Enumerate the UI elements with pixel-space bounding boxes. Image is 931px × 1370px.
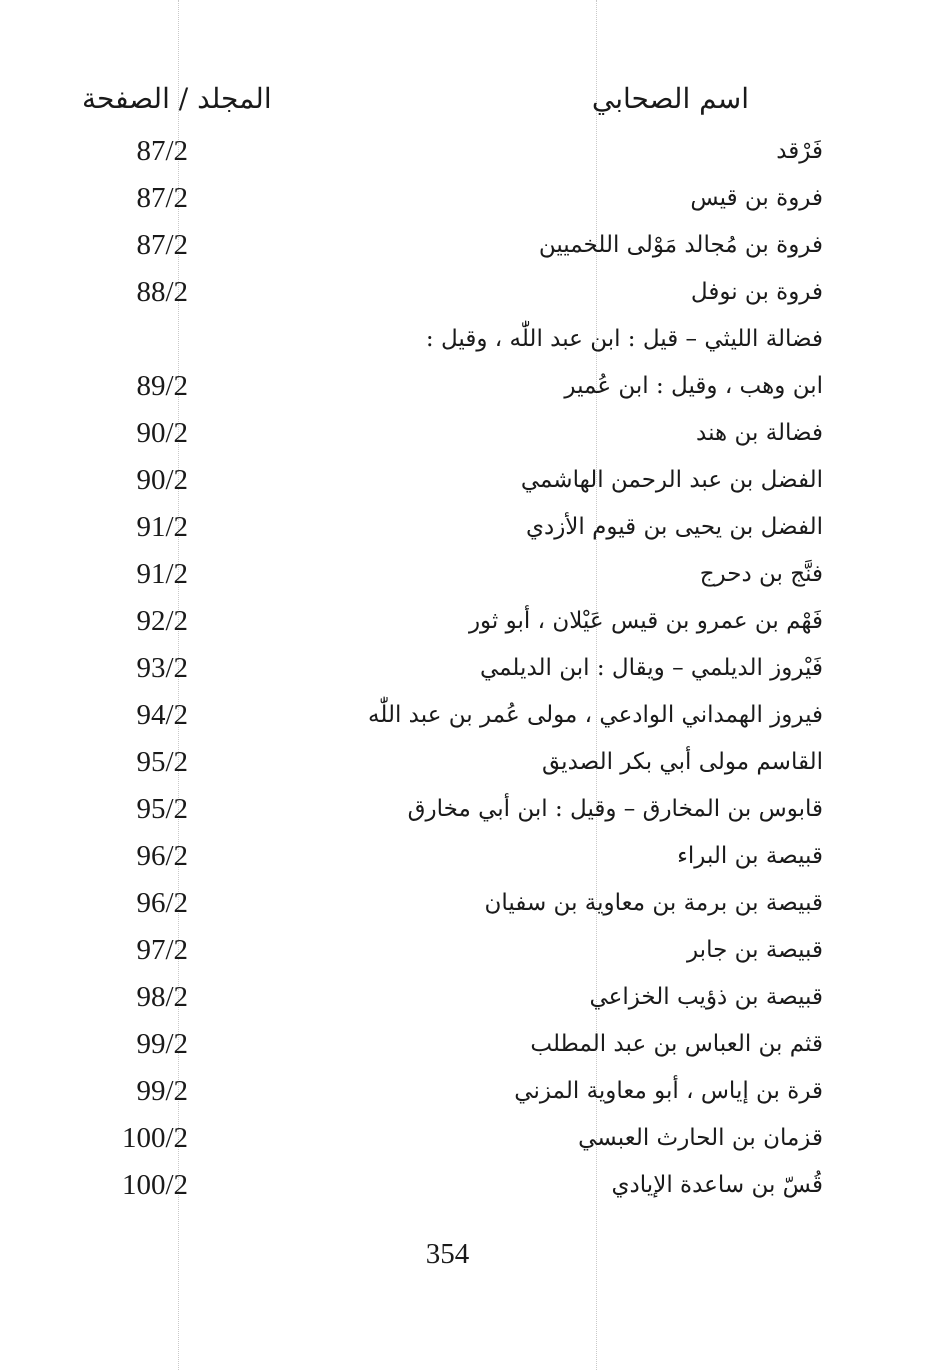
volume-page-ref: 87/2: [136, 135, 188, 167]
companion-name: الفضل بن يحيى بن قيوم الأزدي: [525, 514, 823, 540]
list-item: [0, 128, 931, 174]
companion-name: قزمان بن الحارث العبسي: [578, 1125, 823, 1151]
list-item: [0, 504, 931, 550]
companion-name: فَهْم بن عمرو بن قيس عَيْلان ، أبو ثور: [468, 608, 823, 634]
list-item: [0, 1115, 931, 1161]
companion-name: قبيصة بن البراء: [677, 843, 823, 869]
list-item: [0, 645, 931, 691]
list-item: [0, 1021, 931, 1067]
volume-page-ref: 95/2: [136, 746, 188, 778]
companion-name: فروة بن قيس: [690, 185, 823, 211]
companion-name: قابوس بن المخارق – وقيل : ابن أبي مخارق: [407, 796, 823, 822]
volume-page-ref: 93/2: [136, 652, 188, 684]
list-item: [0, 363, 931, 409]
companion-name: القاسم مولى أبي بكر الصديق: [542, 749, 823, 775]
list-item: [0, 457, 931, 503]
companion-name: قبيصة بن برمة بن معاوية بن سفيان: [484, 890, 823, 916]
list-item: [0, 786, 931, 832]
volume-page-ref: 89/2: [136, 370, 188, 402]
volume-page-ref: 94/2: [136, 699, 188, 731]
companion-name: فضالة الليثي – قيل : ابن عبد اللّٰه ، وقيل :: [425, 326, 823, 352]
companion-name: فَرْقد: [776, 138, 823, 164]
volume-page-ref: 90/2: [136, 417, 188, 449]
volume-page-ref: 97/2: [136, 934, 188, 966]
companion-name: فضالة بن هند: [696, 420, 823, 446]
list-item: [0, 316, 931, 362]
volume-page-ref: 95/2: [136, 793, 188, 825]
volume-page-ref: 91/2: [136, 558, 188, 590]
column-header-name: اسم الصحابي: [591, 82, 749, 115]
companion-name: فروة بن نوفل: [690, 279, 823, 305]
companion-name: فروة بن مُجالد مَوْلى اللخميين: [538, 232, 823, 258]
companion-name: قبيصة بن ذؤيب الخزاعي: [589, 984, 823, 1010]
companion-name: فَيْروز الديلمي – ويقال : ابن الديلمي: [479, 655, 823, 681]
list-item: [0, 410, 931, 456]
list-item: [0, 1162, 931, 1208]
volume-page-ref: 91/2: [136, 511, 188, 543]
volume-page-ref: 99/2: [136, 1075, 188, 1107]
list-item: [0, 551, 931, 597]
companion-name: قثم بن العباس بن عبد المطلب: [530, 1031, 823, 1057]
volume-page-ref: 96/2: [136, 840, 188, 872]
volume-page-ref: 90/2: [136, 464, 188, 496]
volume-page-ref: 100/2: [121, 1169, 188, 1201]
volume-page-ref: 88/2: [136, 276, 188, 308]
page-number: 354: [425, 1238, 470, 1270]
list-item: [0, 175, 931, 221]
companion-name: فنَّج بن دحرج: [699, 561, 823, 587]
list-item: [0, 833, 931, 879]
companion-name: قُسّ بن ساعدة الإيادي: [611, 1172, 823, 1198]
list-item: [0, 974, 931, 1020]
list-item: [0, 927, 931, 973]
volume-page-ref: 99/2: [136, 1028, 188, 1060]
list-item: [0, 692, 931, 738]
list-item: [0, 269, 931, 315]
column-header-volume-page: المجلد / الصفحة: [82, 82, 272, 115]
volume-page-ref: 100/2: [121, 1122, 188, 1154]
list-item: [0, 880, 931, 926]
volume-page-ref: 96/2: [136, 887, 188, 919]
companion-name: ابن وهب ، وقيل : ابن عُمير: [564, 373, 823, 399]
list-item: [0, 598, 931, 644]
volume-page-ref: 92/2: [136, 605, 188, 637]
volume-page-ref: 98/2: [136, 981, 188, 1013]
volume-page-ref: 87/2: [136, 229, 188, 261]
list-item: [0, 739, 931, 785]
volume-page-ref: 87/2: [136, 182, 188, 214]
list-item: [0, 222, 931, 268]
list-item: [0, 1068, 931, 1114]
companion-name: الفضل بن عبد الرحمن الهاشمي: [520, 467, 823, 493]
companion-name: فيروز الهمداني الوادعي ، مولى عُمر بن عبد اللّٰه: [368, 702, 823, 728]
companion-name: قبيصة بن جابر: [686, 937, 823, 963]
companion-name: قرة بن إياس ، أبو معاوية المزني: [514, 1078, 823, 1104]
